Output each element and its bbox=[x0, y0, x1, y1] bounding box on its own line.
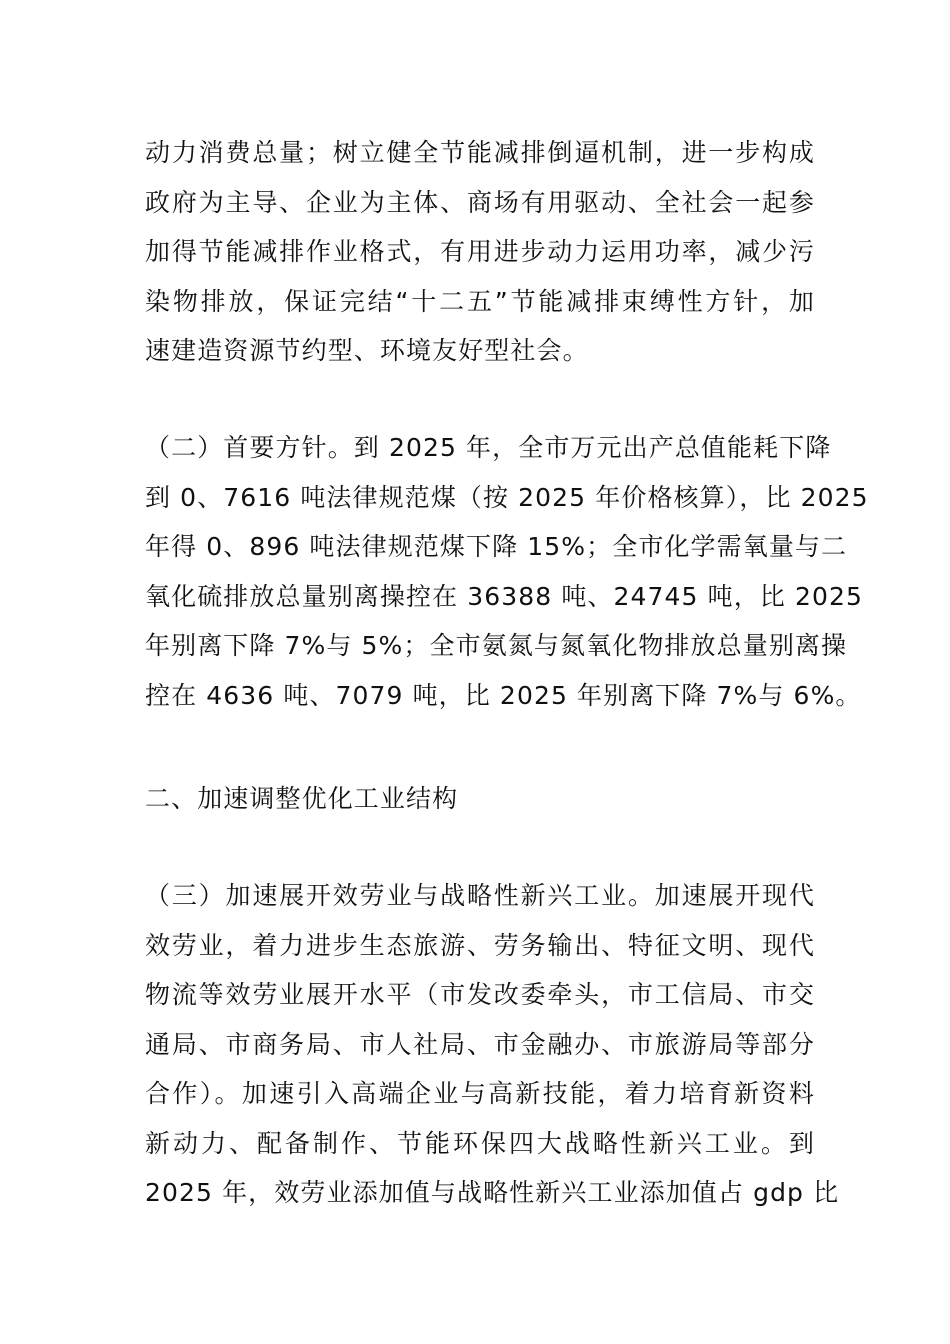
text-line: 氧化硫排放总量别离操控在 36388 吨、24745 吨，比 2025 bbox=[145, 581, 863, 611]
text-line: 年得 0、896 吨法律规范煤下降 15%；全市化学需氧量与二 bbox=[145, 532, 848, 561]
paragraph-energy-consumption bbox=[145, 128, 815, 376]
text-line: 年别离下降 7%与 5%；全市氨氮与氮氧化物排放总量别离操 bbox=[145, 631, 848, 660]
text-line: 合作）。加速引入高端企业与高新技能，着力培育新资料 bbox=[145, 1079, 815, 1108]
text-line: 通局、市商务局、市人社局、市金融办、市旅游局等部分 bbox=[145, 1029, 815, 1059]
text-line: 控在 4636 吨、7079 吨，比 2025 年别离下降 7%与 6%。 bbox=[145, 680, 862, 710]
text-line: 速建造资源节约型、环境友好型社会。 bbox=[145, 336, 589, 365]
paragraph-service-industry bbox=[145, 871, 840, 1218]
text-line: （二）首要方针。到 2025 年，全市万元出产总值能耗下降 bbox=[145, 433, 832, 462]
text-line: 新动力、配备制作、节能环保四大战略性新兴工业。到 bbox=[145, 1128, 815, 1158]
text-line: 2025 年，效劳业添加值与战略性新兴工业添加值占 gdp 比 bbox=[145, 1178, 840, 1207]
section-heading bbox=[145, 774, 815, 824]
paragraph-main-targets bbox=[145, 423, 869, 720]
text-line: 效劳业，着力进步生态旅游、劳务输出、特征文明、现代 bbox=[145, 930, 815, 960]
text-line: 物流等效劳业展开水平（市发改委牵头，市工信局、市交 bbox=[145, 980, 815, 1009]
heading-text: 二、加速调整优化工业结构 bbox=[145, 784, 459, 813]
text-line: （三）加速展开效劳业与战略性新兴工业。加速展开现代 bbox=[145, 881, 815, 910]
text-line: 染物排放，保证完结“十二五”节能减排束缚性方针，加 bbox=[145, 286, 815, 316]
text-line: 到 0、7616 吨法律规范煤（按 2025 年价格核算），比 2025 bbox=[145, 482, 869, 512]
text-line: 加得节能减排作业格式，有用进步动力运用功率，减少污 bbox=[145, 237, 815, 266]
text-line: 动力消费总量；树立健全节能减排倒逼机制，进一步构成 bbox=[145, 138, 815, 167]
text-line: 政府为主导、企业为主体、商场有用驱动、全社会一起参 bbox=[145, 187, 815, 217]
